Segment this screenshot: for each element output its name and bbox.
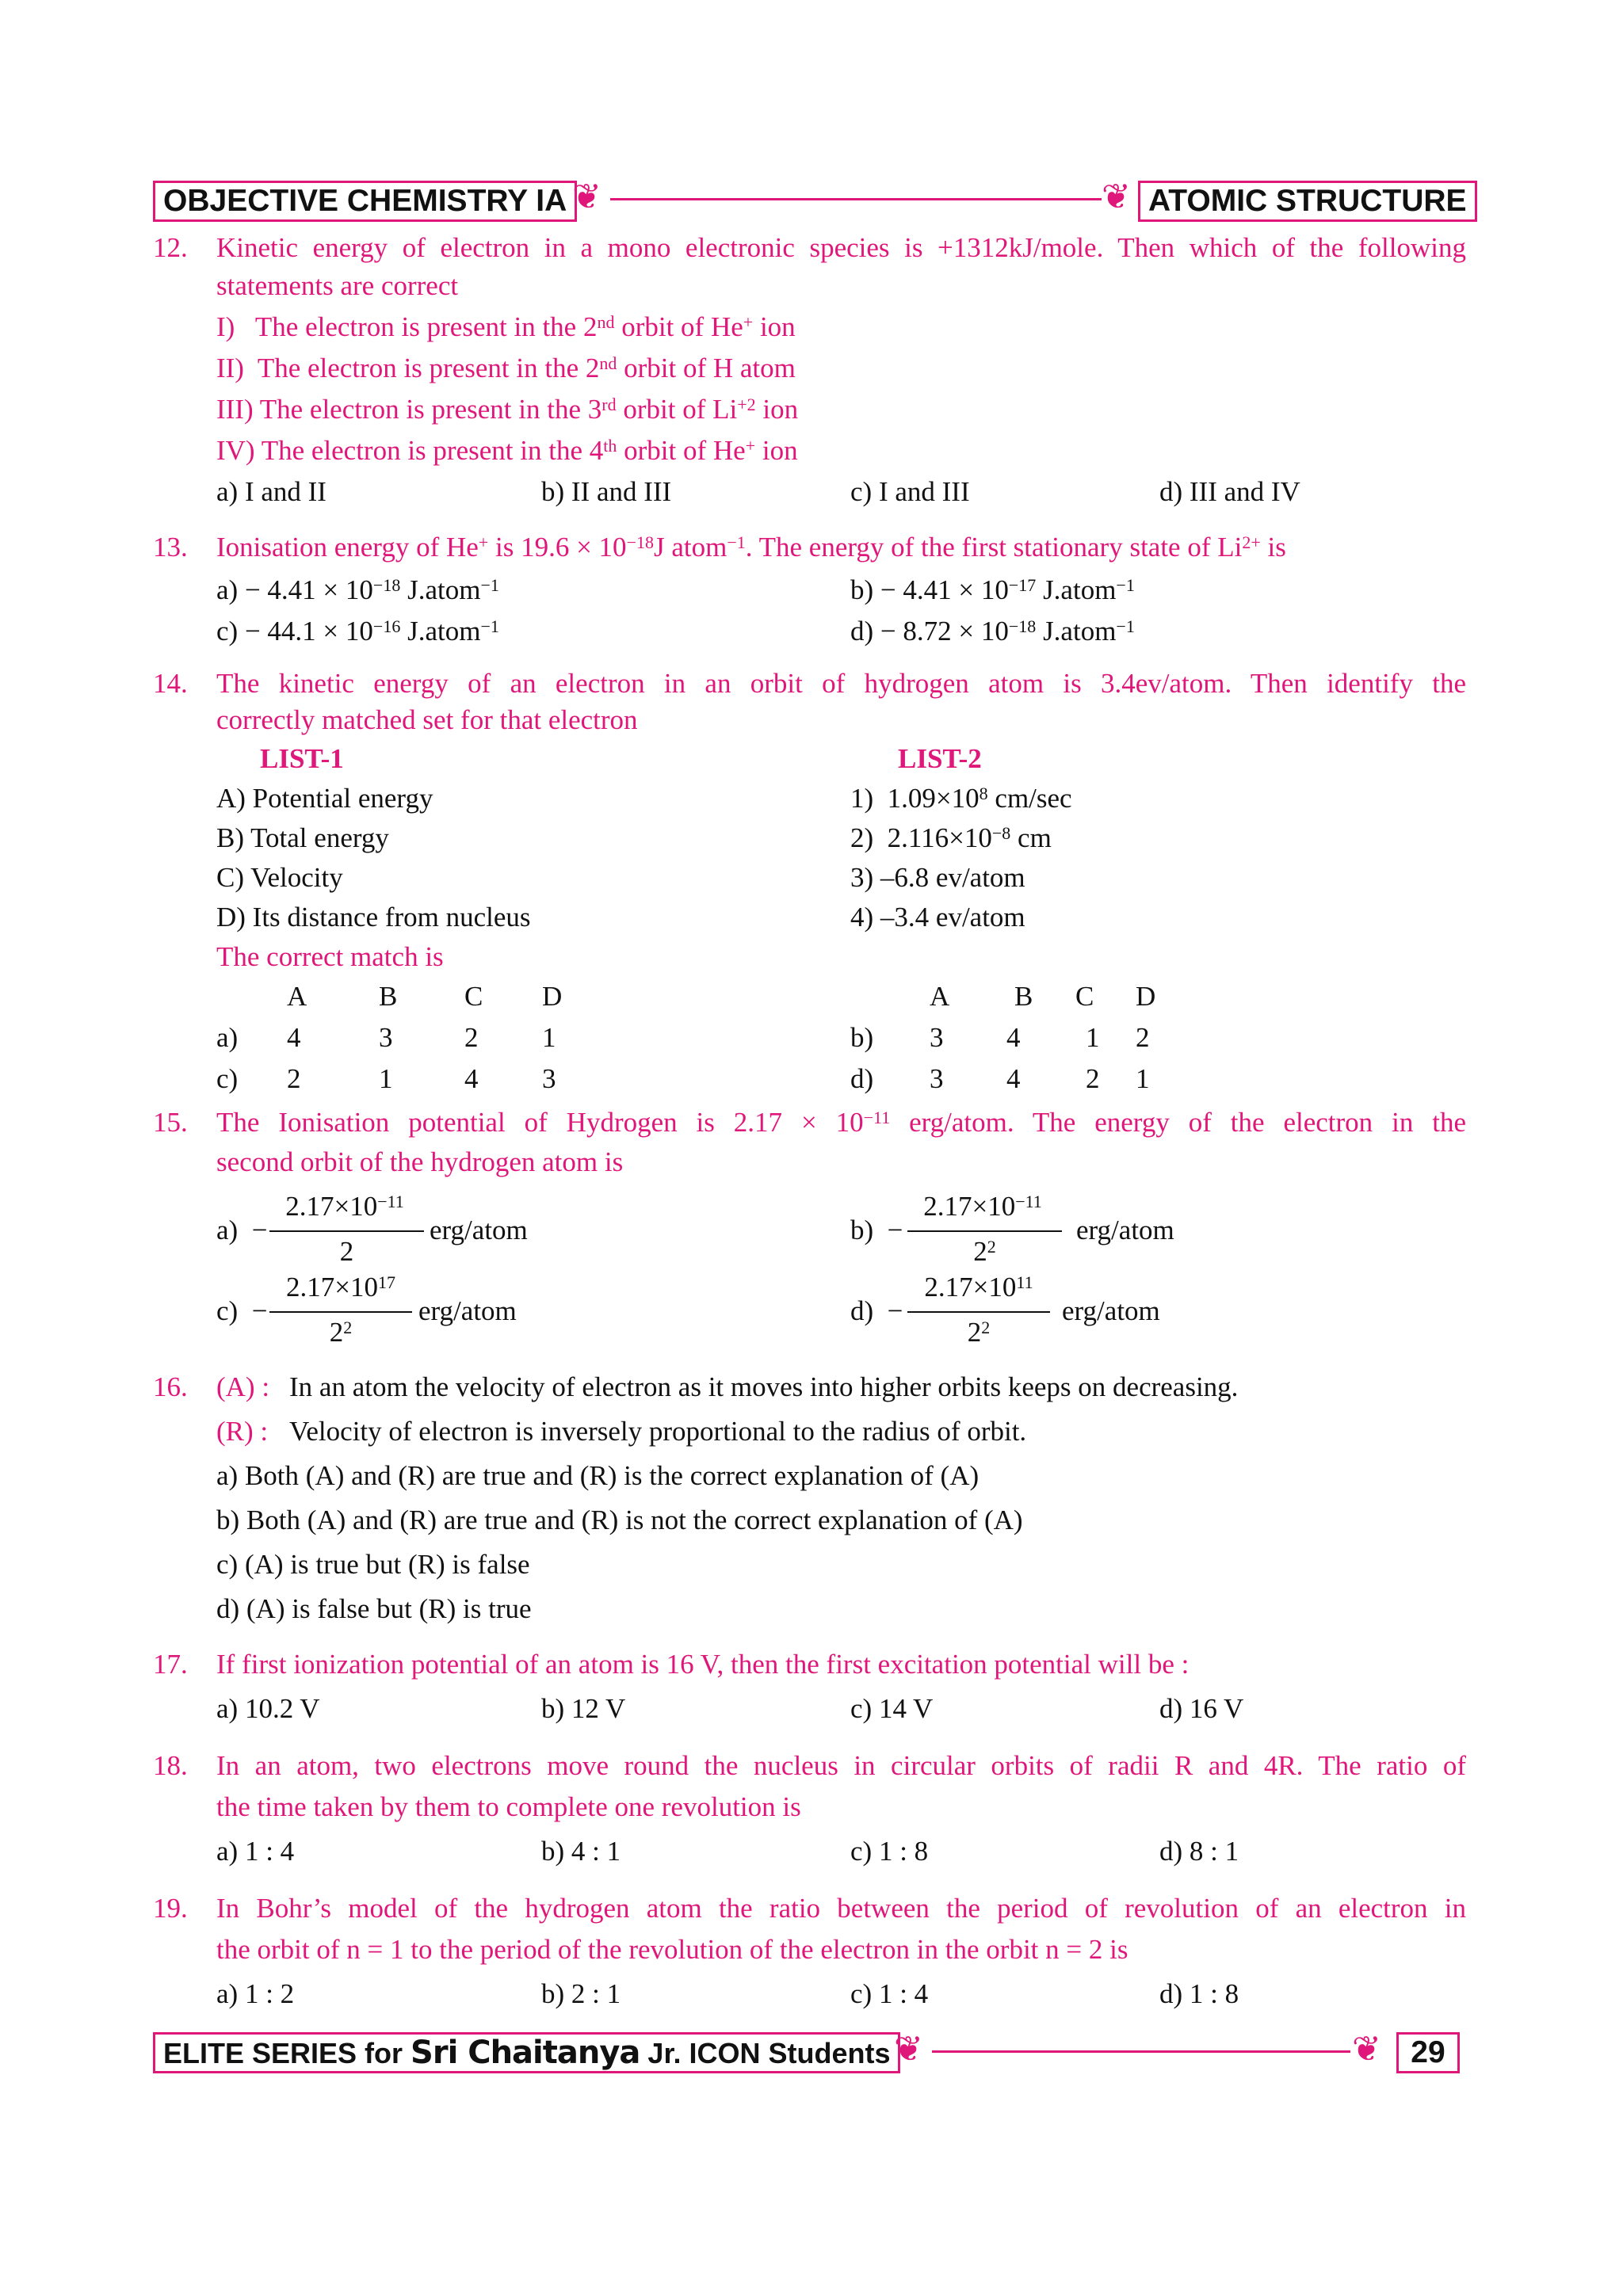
question-stem: correctly matched set for that electron: [216, 704, 638, 735]
option-b[interactable]: $b) - 4.41 \times 10^{-17}$ J.atom$^{-1}$: [850, 574, 1135, 605]
fraction-numerator: $2.17\times 10^{-11}$: [285, 1191, 404, 1222]
question-stem: The kinetic energy of an electron in an orbit of hydrogen atom is 3.4ev/atom. Then identify the: [216, 668, 1466, 699]
match-cell: 2: [464, 1022, 479, 1053]
option-a[interactable]: a) 10.2 V: [216, 1693, 320, 1724]
question-stem: statements are correct: [216, 270, 459, 301]
option-label: d): [850, 1063, 874, 1094]
match-cell: 4: [1006, 1022, 1021, 1053]
match-cell: 2: [287, 1063, 301, 1094]
assertion-label: (A) :: [216, 1371, 270, 1402]
statement-2: II) The electron is present in the 2nd orbit of H atom: [216, 353, 796, 383]
question-number: 13.: [153, 532, 188, 563]
list1-item: D) Its distance from nucleus: [216, 902, 531, 933]
reason-text: Velocity of electron is inversely proportional to the radius of orbit.: [289, 1416, 1027, 1447]
fraction-denominator: $2^2$: [973, 1236, 996, 1267]
match-header: A: [287, 981, 307, 1012]
list2-item: 1) $1.09\times 10^8$ cm/sec: [850, 783, 1072, 814]
footer-series-post: Jr. ICON Students: [640, 2037, 891, 2069]
fraction-denominator: $2^2$: [329, 1317, 353, 1348]
footer-divider: [932, 2050, 1350, 2053]
fraction-denominator: 2: [339, 1236, 354, 1267]
fraction-bar: [907, 1311, 1050, 1313]
statement-1: I) The electron is present in the 2nd orbit of He+ ion: [216, 311, 796, 342]
list2-item: 4) –3.4 ev/atom: [850, 902, 1025, 933]
match-header: B: [1014, 981, 1033, 1012]
match-cell: 1: [542, 1022, 556, 1053]
statement-3: III) The electron is present in the 3rd orbit of $Li^{+2}$ ion: [216, 394, 799, 425]
reason-label: (R) :: [216, 1416, 269, 1447]
option-d[interactable]: d) 8 : 1: [1159, 1836, 1239, 1867]
question-number: 17.: [153, 1649, 188, 1680]
question-number: 16.: [153, 1371, 188, 1402]
match-label: The correct match is: [216, 941, 444, 972]
fraction-numerator: $2.17\times 10^{11}$: [924, 1272, 1033, 1302]
match-cell: 3: [542, 1063, 556, 1094]
question-stem: The Ionisation potential of Hydrogen is $2.17 \times 10^{-11}$ erg/atom. The energy of the electron in the: [216, 1107, 1466, 1138]
option-c[interactable]: c) 14 V: [850, 1693, 934, 1724]
list1-title: LIST-1: [260, 743, 344, 774]
option-c[interactable]: c) (A) is true but (R) is false: [216, 1549, 530, 1580]
option-d[interactable]: d) 1 : 8: [1159, 1978, 1239, 2009]
match-header: D: [1136, 981, 1156, 1012]
fraction-bar: [907, 1230, 1062, 1232]
match-cell: 1: [379, 1063, 393, 1094]
option-label: c): [216, 1063, 239, 1094]
fraction-denominator: $2^2$: [967, 1317, 991, 1348]
footer-series-pre: ELITE SERIES for: [163, 2037, 411, 2069]
option-d[interactable]: d) (A) is false but (R) is true: [216, 1593, 532, 1624]
option-label: b): [850, 1022, 874, 1053]
question-number: 14.: [153, 668, 188, 699]
footer-series-title: [153, 2032, 900, 2073]
unit: erg/atom: [1062, 1295, 1160, 1326]
option-a[interactable]: a) Both (A) and (R) are true and (R) is the correct explanation of (A): [216, 1460, 980, 1491]
header-left-title: OBJECTIVE CHEMISTRY IA: [153, 181, 577, 222]
assertion-text: In an atom the velocity of electron as it moves into higher orbits keeps on decreasing.: [289, 1371, 1239, 1402]
ornament-icon: ❦: [1352, 2030, 1381, 2069]
header-divider: [610, 198, 1102, 200]
match-cell: 3: [930, 1022, 944, 1053]
option-a[interactable]: a) I and II: [216, 476, 327, 507]
ornament-icon: ❦: [572, 177, 601, 216]
list2-title: LIST-2: [898, 743, 982, 774]
match-header: A: [930, 981, 950, 1012]
question-number: 12.: [153, 232, 188, 263]
question-stem: If first ionization potential of an atom is 16 V, then the first excitation potential will be :: [216, 1649, 1190, 1680]
unit: erg/atom: [1076, 1215, 1174, 1245]
question-number: 19.: [153, 1893, 188, 1924]
option-a[interactable]: a) 1 : 2: [216, 1978, 295, 2009]
match-cell: 1: [1086, 1022, 1100, 1053]
list2-item: 3) –6.8 ev/atom: [850, 862, 1025, 893]
option-d[interactable]: d) III and IV: [1159, 476, 1300, 507]
statement-4: IV) The electron is present in the 4th orbit of He+ ion: [216, 435, 798, 466]
option-label: b) −: [850, 1215, 903, 1245]
option-label: d) −: [850, 1295, 903, 1326]
unit: erg/atom: [418, 1295, 517, 1326]
option-b[interactable]: b) 4 : 1: [541, 1836, 621, 1867]
match-header: C: [1075, 981, 1094, 1012]
fraction-bar: [269, 1311, 412, 1313]
option-label: a): [216, 1022, 239, 1053]
match-cell: 2: [1086, 1063, 1100, 1094]
option-label: a) −: [216, 1215, 268, 1245]
option-c[interactable]: $c) - 44.1 \times 10^{-16}$ J.atom$^{-1}$: [216, 616, 499, 646]
question-stem: In an atom, two electrons move round the nucleus in circular orbits of radii R and 4R. The ratio of: [216, 1750, 1466, 1781]
question-stem: the time taken by them to complete one revolution is: [216, 1791, 801, 1822]
option-b[interactable]: b) 12 V: [541, 1693, 626, 1724]
option-d[interactable]: $d) - 8.72 \times 10^{-18}$ J.atom$^{-1}$: [850, 616, 1135, 646]
list1-item: C) Velocity: [216, 862, 343, 893]
list2-item: 2) $2.116\times 10^{-8}$ cm: [850, 822, 1052, 853]
header-right-title: ATOMIC STRUCTURE: [1138, 181, 1477, 222]
match-cell: 4: [1006, 1063, 1021, 1094]
question-number: 18.: [153, 1750, 188, 1781]
unit: erg/atom: [430, 1215, 528, 1245]
question-stem: Ionisation energy of He+ is $19.6 \times 10^{-18}J$ atom$^{-1}$. The energy of the first stationary state of $Li^{2+}$ is: [216, 532, 1286, 563]
question-stem: the orbit of n = 1 to the period of the revolution of the electron in the orbit n = 2 is: [216, 1934, 1128, 1965]
match-header: C: [464, 981, 483, 1012]
fraction-numerator: $2.17\times 10^{-11}$: [923, 1191, 1042, 1222]
option-a[interactable]: a) 1 : 4: [216, 1836, 295, 1867]
ornament-icon: ❦: [1102, 177, 1131, 216]
match-header: B: [379, 981, 398, 1012]
option-b[interactable]: b) 2 : 1: [541, 1978, 621, 2009]
option-c[interactable]: c) I and III: [850, 476, 970, 507]
question-stem: Kinetic energy of electron in a mono electronic species is +1312kJ/mole. Then which of the following: [216, 232, 1466, 263]
match-cell: 2: [1136, 1022, 1150, 1053]
footer-brand: Sri Chaitanya: [411, 2035, 640, 2071]
match-cell: 1: [1136, 1063, 1150, 1094]
list1-item: A) Potential energy: [216, 783, 433, 814]
question-stem: In Bohr’s model of the hydrogen atom the ratio between the period of revolution of an electron in: [216, 1893, 1466, 1924]
option-a[interactable]: $a) - 4.41 \times 10^{-18}$ J.atom$^{-1}$: [216, 574, 499, 605]
option-c[interactable]: c) 1 : 8: [850, 1836, 929, 1867]
question-number: 15.: [153, 1107, 188, 1138]
option-b[interactable]: b) Both (A) and (R) are true and (R) is not the correct explanation of (A): [216, 1505, 1023, 1535]
ornament-icon: ❦: [894, 2030, 923, 2069]
option-d[interactable]: d) 16 V: [1159, 1693, 1244, 1724]
list1-item: B) Total energy: [216, 822, 389, 853]
question-stem: second orbit of the hydrogen atom is: [216, 1146, 624, 1177]
match-cell: 3: [930, 1063, 944, 1094]
match-header: D: [542, 981, 563, 1012]
fraction-numerator: $2.17\times 10^{17}$: [286, 1272, 395, 1302]
page-number: 29: [1396, 2032, 1460, 2073]
match-cell: 4: [287, 1022, 301, 1053]
match-cell: 3: [379, 1022, 393, 1053]
option-b[interactable]: b) II and III: [541, 476, 672, 507]
option-label: c) −: [216, 1295, 268, 1326]
match-cell: 4: [464, 1063, 479, 1094]
fraction-bar: [269, 1230, 424, 1232]
option-c[interactable]: c) 1 : 4: [850, 1978, 929, 2009]
